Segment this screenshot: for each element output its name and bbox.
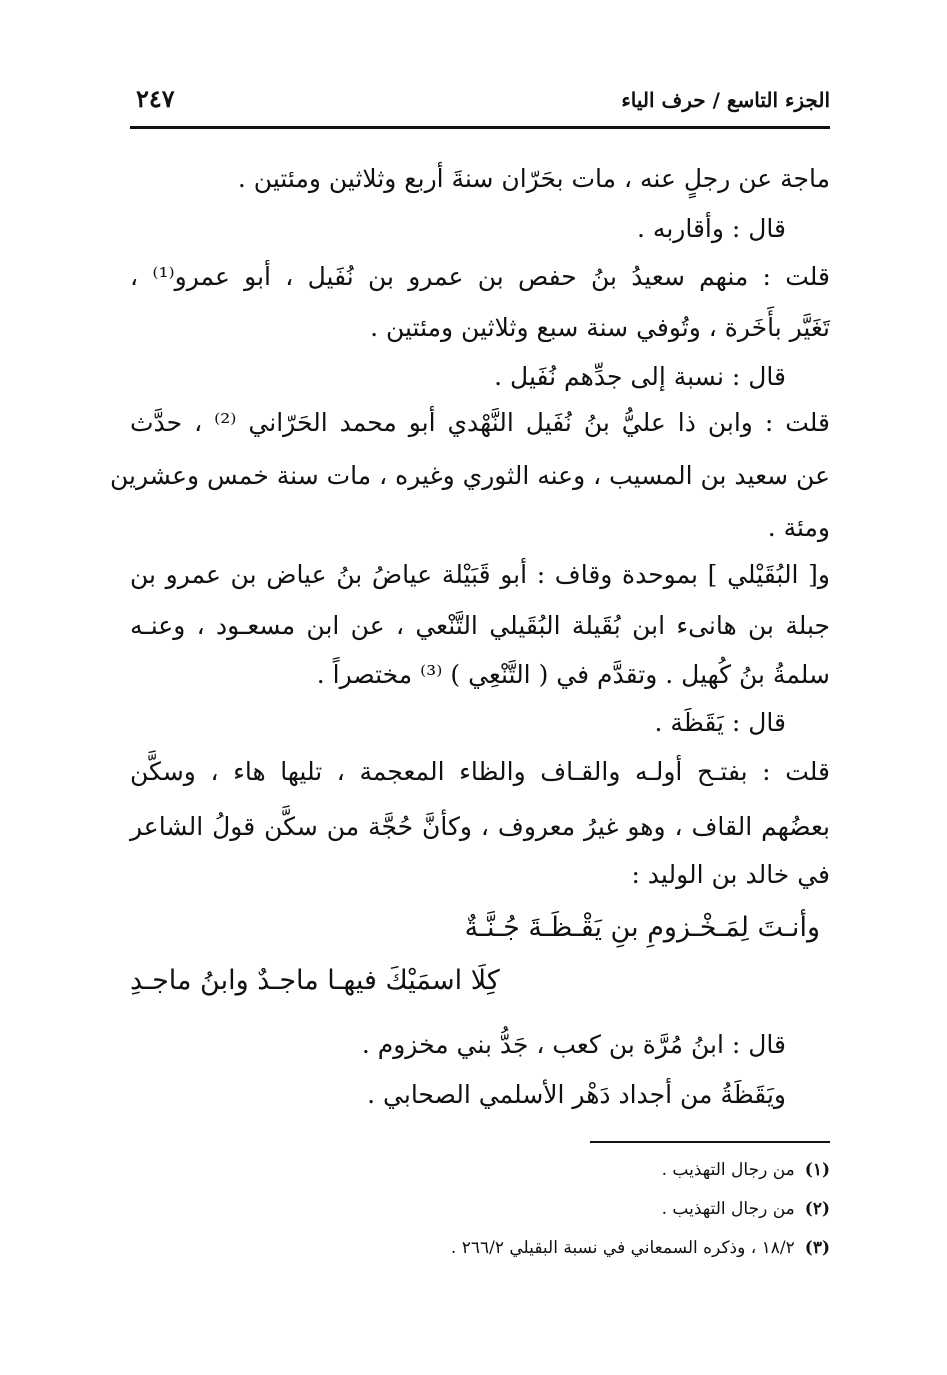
header-rule bbox=[130, 126, 830, 129]
footnote-number: (١) bbox=[804, 1160, 830, 1180]
text-line: جبلة بن هانىء ابن بُقَيلة البُقَيلي التَّنْعي ، عن ابن مسعـود ، وعنـه bbox=[130, 611, 830, 640]
text-line: قلت : منهم سعيدُ بنُ حفص بن عمرو بن نُفَيل ، أبو عمرو⁽¹⁾ ، bbox=[130, 262, 831, 291]
footnote-1 bbox=[662, 1160, 830, 1180]
text-line: ماجة عن رجلٍ عنه ، مات بحَرّان سنةَ أربع وثلاثين ومئتين . bbox=[237, 164, 830, 193]
footnote-2 bbox=[662, 1199, 830, 1219]
footnote-text: من رجال التهذيب . bbox=[661, 1199, 795, 1219]
page-header bbox=[130, 84, 830, 124]
text-line: قال : وأقاربه . bbox=[637, 214, 786, 243]
footnote-3 bbox=[451, 1238, 830, 1258]
verse-second-hemistich: كِلَا اسمَيْكَ فيهـا ماجـدٌ وابنُ ماجـدِ bbox=[130, 965, 500, 996]
text-line: قال : يَقَظَة . bbox=[654, 708, 786, 737]
text-line: ويَقَظَةُ من أجداد دَهْر الأسلمي الصحابي . bbox=[367, 1080, 786, 1109]
text-line: تَغَيَّر بأَخَرة ، وتُوفي سنة سبع وثلاثين ومئتين . bbox=[370, 313, 830, 342]
text-line: قلت : بفتـح أولـه والقـاف والظاء المعجمة ، تليها هاء ، وسكَّن bbox=[130, 757, 830, 786]
text-line: و[ البُقَيْلي ] بموحدة وقاف : أبو قَبَيْلة عياضُ بنُ عياض بن عمرو بن bbox=[130, 560, 830, 589]
text-line: في خالد بن الوليد : bbox=[631, 860, 830, 889]
footnote-number: (٣) bbox=[804, 1238, 830, 1258]
text-line: قال : ابنُ مُرَّة بن كعب ، جَدُّ بني مخزوم . bbox=[361, 1030, 786, 1059]
footnote-rule bbox=[590, 1141, 830, 1143]
footnote-number: (٢) bbox=[804, 1199, 830, 1219]
text-line: سلمةُ بنُ كُهيل . وتقدَّم في ( التَّنْعِي ) ⁽³⁾ مختصراً . bbox=[316, 660, 830, 689]
running-title: الجزء التاسع / حرف الياء bbox=[621, 88, 830, 112]
text-line: قلت : وابن ذا عليُّ بنُ نُفَيل النَّهْدي أبو محمد الحَرّاني ⁽²⁾ ، حدَّث bbox=[130, 408, 830, 437]
verse-first-hemistich: وأنـتَ لِمَـخْـزومِ بنِ يَقْـظَـةَ جُـنَّـةٌ bbox=[464, 912, 820, 943]
text-line: بعضُهم القاف ، وهو غيرُ معروف ، وكأنَّ حُجَّة من سكَّن قولُ الشاعر bbox=[130, 812, 830, 841]
footnote-text: ١٨/٢ ، وذكره السمعاني في نسبة البقيلي ٢٦٦/٢ . bbox=[450, 1238, 795, 1258]
text-line: ومئة . bbox=[767, 513, 830, 542]
page-number: ٢٤٧ bbox=[136, 84, 175, 113]
text-line: عن سعيد بن المسيب ، وعنه الثوري وغيره ، مات سنة خمس وعشرين bbox=[110, 461, 830, 490]
footnote-text: من رجال التهذيب . bbox=[661, 1160, 795, 1180]
text-line: قال : نسبة إلى جدِّهم نُفَيل . bbox=[494, 362, 786, 391]
